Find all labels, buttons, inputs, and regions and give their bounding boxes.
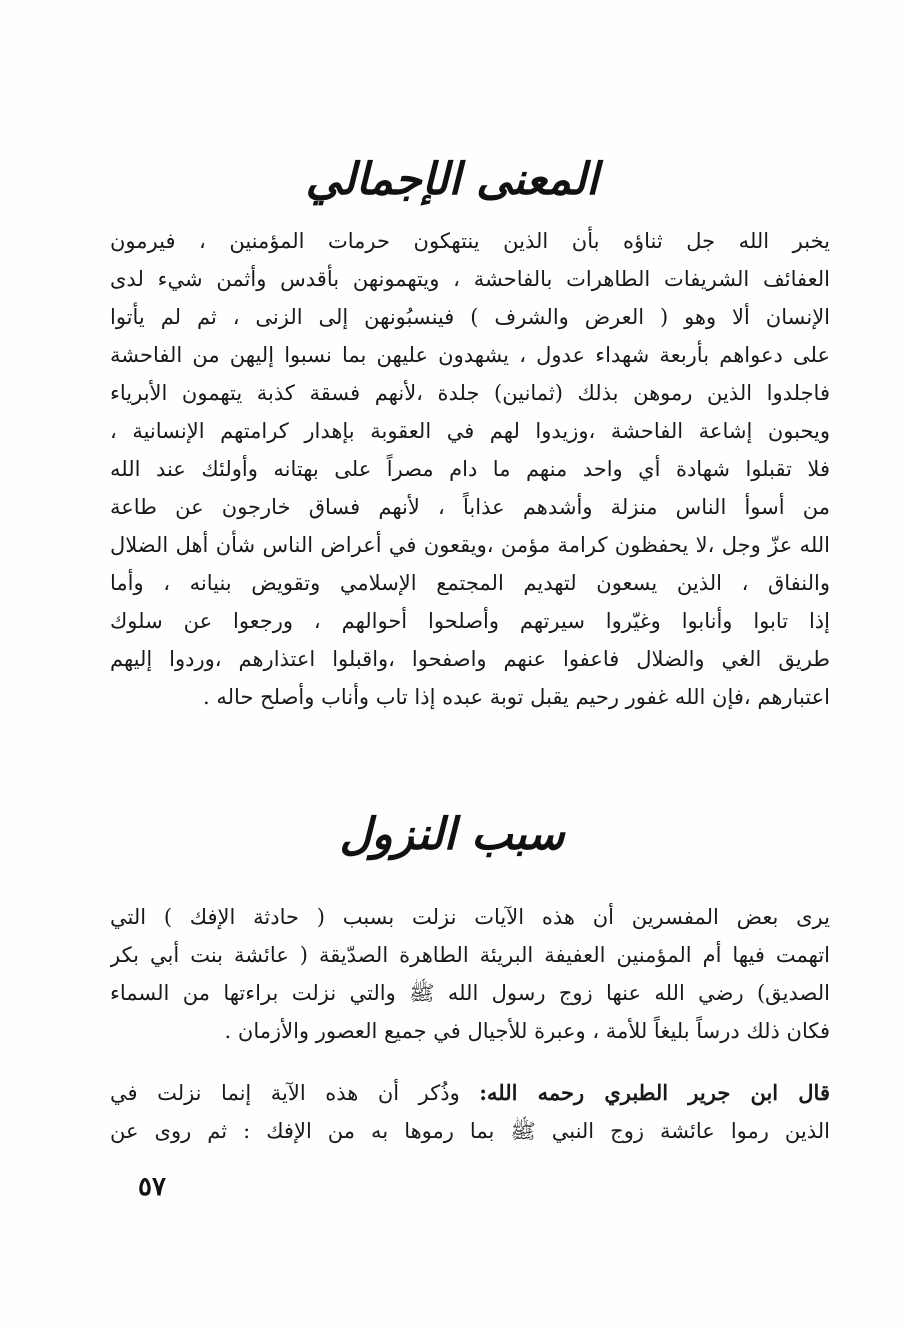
heading-summary: المعنى الإجمالي (305, 154, 599, 205)
summary-line: الله عزّ وجل ،لا يحفظون كرامة مؤمن ،ويقعون في أعراض الناس شأن أهل الضلال (110, 533, 830, 557)
summary-line: إذا تابوا وأنابوا وغيّروا سيرتهم وأصلحوا أحوالهم ، ورجعوا عن سلوك (110, 609, 830, 633)
summary-line: فلا تقبلوا شهادة أي واحد منهم ما دام مصراً على بهتانه وأولئك عند الله (110, 457, 830, 481)
reason-line: الصديق) رضي الله عنها زوج رسول الله ﷺ والتي نزلت براءتها من السماء (110, 981, 830, 1005)
tabari-line: الذين رموا عائشة زوج النبي ﷺ بما رموها به من الإفك : ثم روى عن (110, 1119, 830, 1143)
summary-line: اعتبارهم ،فإن الله غفور رحيم يقبل توبة عبده إذا تاب وأناب وأصلح حاله . (203, 685, 830, 709)
reason-line: فكان ذلك درساً بليغاً للأمة ، وعبرة للأجيال في جميع العصور والأزمان . (224, 1019, 830, 1043)
summary-line: من أسوأ الناس منزلة وأشدهم عذاباً ، لأنهم فساق خارجون عن طاعة (110, 495, 830, 519)
summary-line: الإنسان ألا وهو ( العرض والشرف ) فينسبُونهن إلى الزنى ، ثم لم يأتوا (110, 305, 830, 329)
summary-line: يخبر الله جل ثناؤه بأن الذين ينتهكون حرمات المؤمنين ، فيرمون (110, 229, 830, 253)
summary-line: على دعواهم بأربعة شهداء عدول ، يشهدون عليهن بما نسبوا إليهن من الفاحشة (110, 343, 830, 367)
summary-line: فاجلدوا الذين رموهن بذلك (ثمانين) جلدة ،لأنهم فسقة كذبة يتهمون الأبرياء (110, 381, 830, 405)
summary-line: طريق الغي والضلال فاعفوا عنهم واصفحوا ،واقبلوا اعتذارهم ،وردوا إليهم (110, 647, 830, 671)
summary-line: ويحبون إشاعة الفاحشة ،وزيدوا لهم في العقوبة بإهدار كرامتهم الإنسانية ، (110, 419, 830, 443)
summary-paragraph (110, 222, 830, 716)
reason-paragraph (110, 898, 830, 1050)
page-number: ٥٧ (138, 1172, 166, 1202)
reason-line: اتهمت فيها أم المؤمنين العفيفة البريئة الطاهرة الصدّيقة ( عائشة بنت أبي بكر (110, 943, 830, 967)
summary-line: العفائف الشريفات الطاهرات بالفاحشة ، ويتهمونهن بأقدس وأثمن شيء لدى (110, 267, 830, 291)
reason-line: يرى بعض المفسرين أن هذه الآيات نزلت بسبب ( حادثة الإفك ) التي (110, 905, 830, 929)
heading-reason: سبب النزول (339, 809, 565, 860)
tabari-attribution: قال ابن جرير الطبري رحمه الله: (479, 1080, 830, 1105)
tabari-paragraph (110, 1074, 830, 1150)
tabari-line-text: وذُكر أن هذه الآية إنما نزلت في (110, 1081, 480, 1105)
tabari-line (110, 1074, 830, 1112)
summary-line: والنفاق ، الذين يسعون لتهديم المجتمع الإسلامي وتقويض بنيانه ، وأما (110, 571, 830, 595)
